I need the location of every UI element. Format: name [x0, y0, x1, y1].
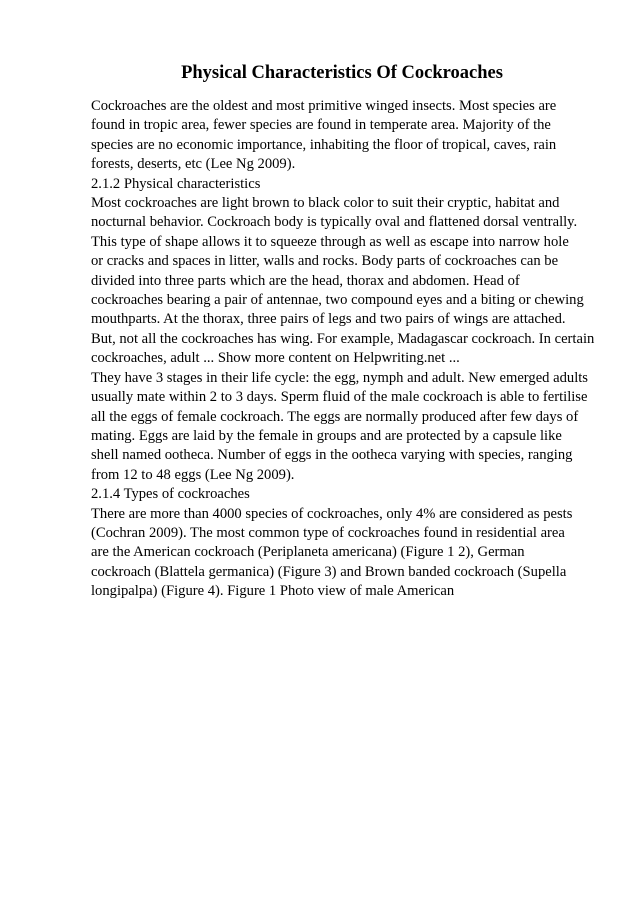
- body-line: They have 3 stages in their life cycle: the egg, nymph and adult. New emerged adults: [91, 369, 588, 386]
- section-heading: 2.1.2 Physical characteristics: [91, 175, 261, 192]
- body-line: or cracks and spaces in litter, walls and rocks. Body parts of cockroaches can be: [91, 253, 559, 270]
- body-line: are the American cockroach (Periplaneta americana) (Figure 1 2), German: [91, 544, 525, 561]
- section-heading: 2.1.4 Types of cockroaches: [91, 486, 250, 503]
- body-line: shell named ootheca. Number of eggs in the ootheca varying with species, ranging: [91, 447, 573, 464]
- body-line: found in tropic area, fewer species are found in temperate area. Majority of the: [91, 117, 551, 134]
- body-line: mouthparts. At the thorax, three pairs of legs and two pairs of wings are attached.: [91, 311, 566, 328]
- body-line: cockroach (Blattela germanica) (Figure 3) and Brown banded cockroach (Supella: [91, 563, 567, 580]
- body-line: mating. Eggs are laid by the female in groups and are protected by a capsule like: [91, 427, 562, 444]
- body-line: (Cochran 2009). The most common type of cockroaches found in residential area: [91, 524, 565, 541]
- body-line: nocturnal behavior. Cockroach body is typically oval and flattened dorsal ventrally.: [91, 214, 578, 231]
- body-line: all the eggs of female cockroach. The eggs are normally produced after few days of: [91, 408, 579, 425]
- document-title: Physical Characteristics Of Cockroaches: [181, 63, 503, 83]
- body-line: cockroaches bearing a pair of antennae, two compound eyes and a biting or chewing: [91, 292, 584, 309]
- body-line: This type of shape allows it to squeeze through as well as escape into narrow hole: [91, 233, 569, 250]
- body-line: species are no economic importance, inhabiting the floor of tropical, caves, rain: [91, 136, 557, 153]
- body-line: cockroaches, adult ... Show more content on Helpwriting.net ...: [91, 350, 460, 367]
- body-line: divided into three parts which are the head, thorax and abdomen. Head of: [91, 272, 520, 289]
- body-line: There are more than 4000 species of cockroaches, only 4% are considered as pests: [91, 505, 573, 522]
- body-line: But, not all the cockroaches has wing. For example, Madagascar cockroach. In certain: [91, 330, 595, 347]
- body-line: Most cockroaches are light brown to black color to suit their cryptic, habitat and: [91, 195, 560, 212]
- body-line: usually mate within 2 to 3 days. Sperm fluid of the male cockroach is able to fertilise: [91, 389, 588, 406]
- body-line: forests, deserts, etc (Lee Ng 2009).: [91, 156, 296, 173]
- body-line: from 12 to 48 eggs (Lee Ng 2009).: [91, 466, 295, 483]
- body-line: Cockroaches are the oldest and most primitive winged insects. Most species are: [91, 98, 557, 114]
- document-body: [91, 97, 631, 602]
- body-line: longipalpa) (Figure 4). Figure 1 Photo view of male American: [91, 583, 455, 600]
